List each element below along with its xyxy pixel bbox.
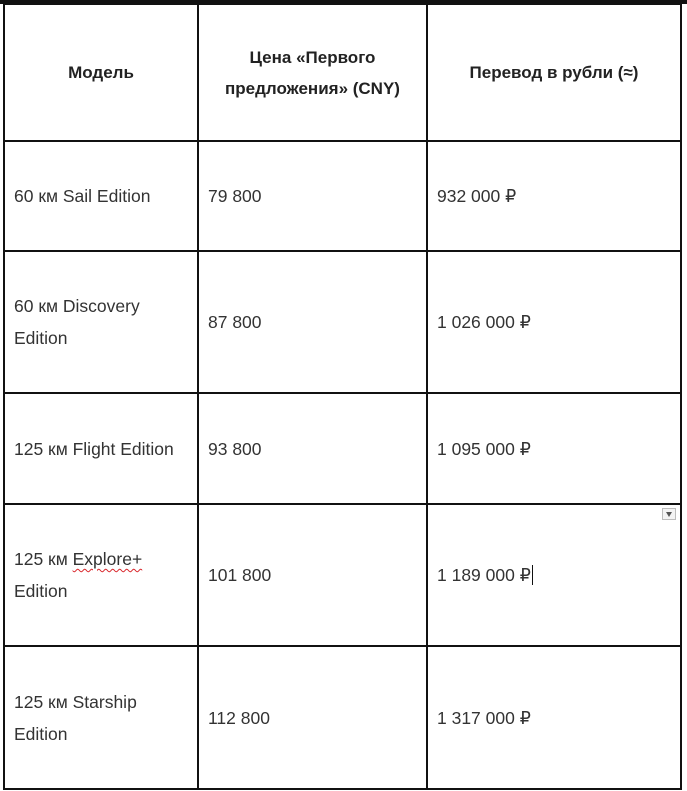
price-table[interactable] — [3, 3, 682, 790]
cell-price-rub-text: 1 189 000 ₽ — [437, 565, 531, 585]
table-row — [4, 251, 681, 393]
cell-model[interactable]: 60 км Sail Edition — [4, 141, 198, 251]
cell-price-rub[interactable]: 1 317 000 ₽ — [427, 646, 681, 789]
table-row — [4, 141, 681, 251]
header-price-rub[interactable]: Перевод в рубли (≈) — [427, 4, 681, 141]
cell-model-prefix: 125 км — [14, 549, 73, 569]
cell-model[interactable]: 125 км Flight Edition — [4, 393, 198, 504]
cell-price-rub[interactable]: 932 000 ₽ — [427, 141, 681, 251]
cell-price-rub[interactable]: 1 026 000 ₽ — [427, 251, 681, 393]
cell-model[interactable] — [4, 504, 198, 646]
header-model[interactable]: Модель — [4, 4, 198, 141]
cell-price-cny[interactable]: 79 800 — [198, 141, 427, 251]
table-row — [4, 504, 681, 646]
table-row — [4, 393, 681, 504]
table-header-row — [4, 4, 681, 141]
cell-price-cny[interactable]: 93 800 — [198, 393, 427, 504]
text-cursor-icon — [532, 565, 533, 585]
dropdown-arrow-icon[interactable] — [662, 508, 676, 520]
misspelled-word: Explore+ — [72, 549, 143, 569]
cell-price-rub[interactable]: 1 095 000 ₽ — [427, 393, 681, 504]
cell-price-rub-active[interactable] — [427, 504, 681, 646]
cell-price-cny[interactable]: 87 800 — [198, 251, 427, 393]
cell-model[interactable]: 125 км Starship Edition — [4, 646, 198, 789]
table-row — [4, 646, 681, 789]
cell-price-cny[interactable]: 101 800 — [198, 504, 427, 646]
cell-model[interactable]: 60 км Discovery Edition — [4, 251, 198, 393]
cell-price-cny[interactable]: 112 800 — [198, 646, 427, 789]
header-price-cny[interactable]: Цена «Первого предложения» (CNY) — [198, 4, 427, 141]
cell-model-suffix: Edition — [14, 581, 68, 601]
